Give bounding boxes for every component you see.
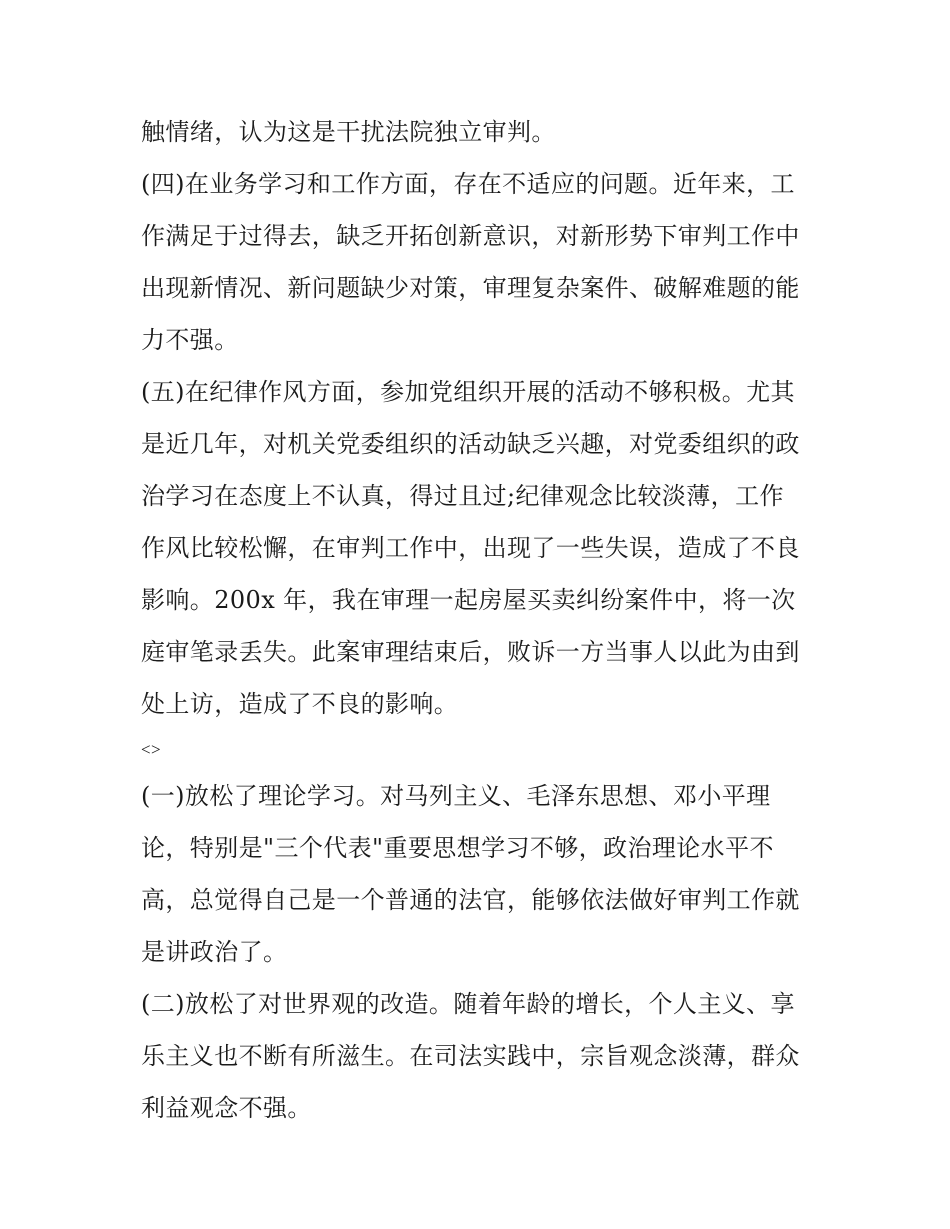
text-line: 乐主义也不断有所滋生。在司法实践中，宗旨观念淡薄，群众 — [141, 1042, 800, 1070]
text-line: 庭审笔录丢失。此案审理结束后，败诉一方当事人以此为由到 — [141, 638, 800, 666]
text-line: 利益观念不强。 — [141, 1094, 312, 1122]
document-body — [141, 106, 821, 1134]
text-line: 高，总觉得自己是一个普通的法官，能够依法做好审判工作就 — [141, 886, 800, 914]
text-line: 作满足于过得去，缺乏开拓创新意识，对新形势下审判工作中 — [141, 222, 800, 250]
text-line: 处上访，造成了不良的影响。 — [141, 690, 459, 718]
text-line: (五)在纪律作风方面，参加党组织开展的活动不够积极。尤其 — [141, 378, 795, 406]
text-line: 触情绪，认为这是干扰法院独立审判。 — [141, 118, 556, 146]
text-line: 力不强。 — [141, 326, 239, 354]
section-marker: <> — [141, 740, 161, 759]
text-line: 影响。200x 年，我在审理一起房屋买卖纠纷案件中，将一次 — [141, 586, 796, 614]
text-line: 治学习在态度上不认真，得过且过;纪律观念比较淡薄，工作 — [141, 482, 784, 510]
text-line: 出现新情况、新问题缺少对策，审理复杂案件、破解难题的能 — [141, 274, 800, 302]
text-line: 是讲政治了。 — [141, 938, 288, 966]
text-line: (四)在业务学习和工作方面，存在不适应的问题。近年来，工 — [141, 170, 795, 198]
text-line: 是近几年，对机关党委组织的活动缺乏兴趣，对党委组织的政 — [141, 430, 800, 458]
text-line: (一)放松了理论学习。对马列主义、毛泽东思想、邓小平理 — [141, 782, 771, 810]
text-line: (二)放松了对世界观的改造。随着年龄的增长，个人主义、享 — [141, 990, 795, 1018]
text-line: 作风比较松懈，在审判工作中，出现了一些失误，造成了不良 — [141, 534, 800, 562]
text-line: 论，特别是"三个代表"重要思想学习不够，政治理论水平不 — [141, 834, 774, 862]
